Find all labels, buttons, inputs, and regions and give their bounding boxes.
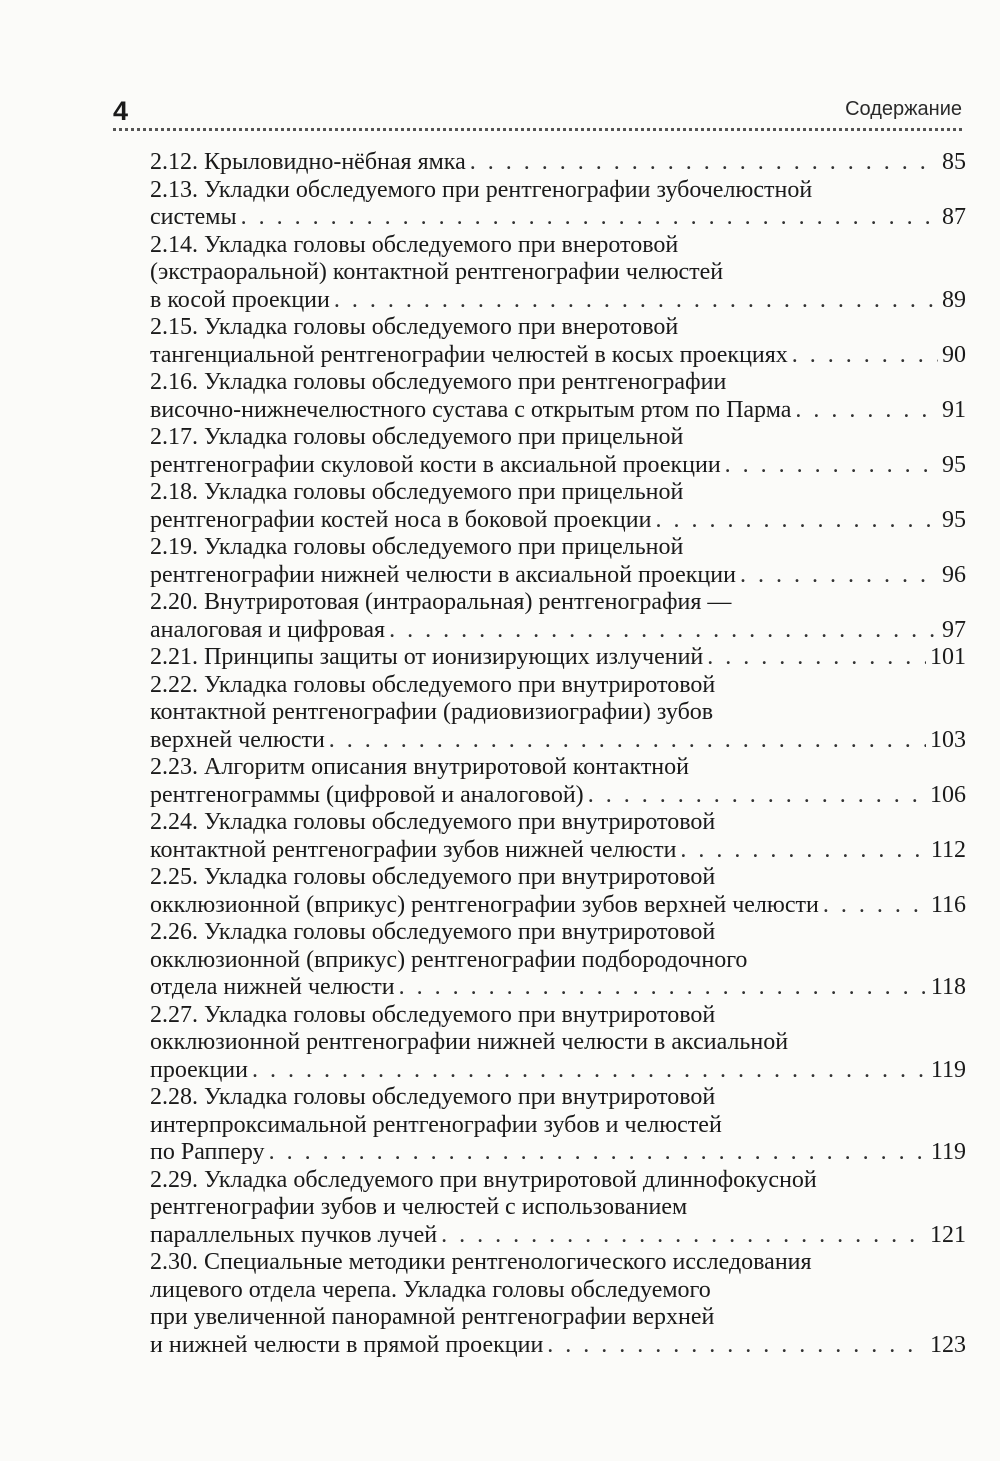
toc-entry-title-line: 2.20. Внутриротовая (интраоральная) рентгенография — (150, 589, 732, 615)
toc-entry-title-line: контактной рентгенографии зубов нижней челюсти (150, 836, 677, 863)
dot-leader (252, 1057, 927, 1085)
toc-entry-title-line: тангенциальной рентгенографии челюстей в косых проекциях (150, 341, 788, 368)
dot-leader (795, 397, 938, 425)
toc-entry-page: 121 (930, 1221, 966, 1248)
toc-entry-page: 116 (930, 891, 966, 918)
toc-entry-title-line: 2.15. Укладка головы обследуемого при внеротовой (150, 314, 679, 340)
toc-entry[interactable] (150, 754, 966, 809)
dot-leader (547, 1332, 926, 1360)
toc-entry-title-line: 2.25. Укладка головы обследуемого при внутриротовой (150, 864, 716, 890)
toc-entry-page: 91 (942, 396, 966, 423)
toc-entry-title-line: 2.19. Укладка головы обследуемого при прицельной (150, 534, 684, 560)
toc-entry-page: 101 (930, 644, 966, 670)
toc-entry-title-line: 2.16. Укладка головы обследуемого при рентгенографии (150, 369, 727, 395)
toc-entry[interactable] (150, 479, 966, 534)
toc-entry-title-line: 2.22. Укладка головы обследуемого при внутриротовой (150, 671, 716, 698)
toc-entry-page: 85 (942, 149, 966, 175)
toc-entry-page: 87 (942, 204, 966, 230)
toc-entry[interactable] (150, 149, 966, 177)
toc-entry-title-line: 2.23. Алгоритм описания внутриротовой контактной (150, 754, 689, 780)
toc-entry-title-line: 2.26. Укладка головы обследуемого при внутриротовой (150, 919, 716, 945)
dot-leader (740, 562, 938, 590)
toc-entry-title-line: проекции (150, 1056, 248, 1083)
toc-entry-title-line: 2.29. Укладка обследуемого при внутриротовой длиннофокусной (150, 1166, 817, 1193)
toc-entry-page: 119 (930, 1056, 966, 1083)
toc-entry[interactable] (150, 672, 966, 755)
toc-entry[interactable] (150, 534, 966, 589)
page-number: 4 (113, 96, 129, 126)
toc-entry-title-line: рентгенографии нижней челюсти в аксиальной проекции (150, 561, 736, 588)
running-head: Содержание (845, 98, 962, 120)
toc-entry-title-line: 2.13. Укладки обследуемого при рентгенографии зубочелюстной (150, 176, 813, 203)
dot-leader (823, 892, 927, 920)
dot-leader (441, 1222, 926, 1250)
toc-entry-page: 123 (930, 1331, 966, 1358)
dot-leader (792, 342, 938, 370)
toc-entry-page: 89 (942, 286, 966, 313)
toc-entry-title-line: 2.21. Принципы защиты от ионизирующих излучений (150, 644, 704, 670)
toc-entry-title-line: 2.18. Укладка головы обследуемого при прицельной (150, 479, 684, 505)
toc-entry[interactable] (150, 1084, 966, 1167)
toc-entry-page: 103 (930, 726, 966, 753)
toc-entry-page: 96 (942, 561, 966, 588)
dot-leader (334, 287, 938, 315)
toc-entry-title-line: в косой проекции (150, 286, 330, 313)
toc-entry-page: 112 (930, 836, 966, 863)
toc-entry-title-line: 2.14. Укладка головы обследуемого при внеротовой (150, 231, 679, 258)
toc-entry-page: 119 (930, 1139, 966, 1165)
dot-leader (399, 974, 927, 1002)
dot-leader (389, 617, 938, 645)
table-of-contents (150, 149, 966, 1359)
toc-entry-title-line: височно-нижнечелюстного сустава с открытым ртом по Парма (150, 396, 792, 423)
toc-entry-title-line: по Рапперу (150, 1139, 265, 1165)
toc-entry-title-line: окклюзионной рентгенографии нижней челюсти в аксиальной (150, 1029, 789, 1055)
toc-entry-title-line: 2.28. Укладка головы обследуемого при внутриротовой (150, 1084, 716, 1110)
dot-leader (707, 644, 926, 672)
toc-entry[interactable] (150, 369, 966, 424)
toc-entry-page: 118 (930, 974, 966, 1000)
toc-entry[interactable] (150, 232, 966, 315)
dot-leader (655, 507, 938, 535)
toc-entry[interactable] (150, 314, 966, 369)
toc-entry-title-line: окклюзионной (вприкус) рентгенографии подбородочного (150, 946, 748, 973)
dot-leader (470, 149, 938, 177)
toc-entry-title-line: верхней челюсти (150, 726, 325, 753)
toc-entry[interactable] (150, 589, 966, 644)
toc-entry-title-line: параллельных пучков лучей (150, 1221, 438, 1248)
toc-entry-title-line: 2.27. Укладка головы обследуемого при внутриротовой (150, 1001, 716, 1028)
dot-leader (241, 204, 938, 232)
toc-entry[interactable] (150, 1002, 966, 1085)
toc-entry-title-line: (экстраоральной) контактной рентгенографии челюстей (150, 259, 724, 285)
toc-entry[interactable] (150, 864, 966, 919)
dot-leader (269, 1139, 927, 1167)
toc-entry-title-line: системы (150, 204, 237, 230)
toc-entry-title-line: при увеличенной панорамной рентгенографии верхней (150, 1304, 715, 1330)
dot-leader (680, 837, 926, 865)
toc-entry[interactable] (150, 1167, 966, 1250)
toc-entry-page: 106 (930, 781, 966, 808)
toc-entry[interactable] (150, 919, 966, 1002)
toc-entry-title-line: интерпроксимальной рентгенографии зубов и челюстей (150, 1111, 722, 1138)
toc-entry-title-line: контактной рентгенографии (радиовизиографии) зубов (150, 699, 714, 725)
header-dotted-rule (113, 128, 962, 131)
toc-entry-title-line: рентгенографии костей носа в боковой проекции (150, 506, 652, 533)
toc-entry-title-line: рентгенограммы (цифровой и аналоговой) (150, 781, 584, 808)
toc-entry-page: 95 (942, 451, 966, 478)
toc-entry-page: 90 (942, 341, 966, 368)
toc-entry-title-line: отдела нижней челюсти (150, 974, 395, 1000)
toc-entry-title-line: окклюзионной (вприкус) рентгенографии зубов верхней челюсти (150, 891, 819, 918)
toc-entry-page: 95 (942, 506, 966, 533)
toc-entry-title-line: 2.24. Укладка головы обследуемого при внутриротовой (150, 809, 716, 835)
toc-entry-title-line: 2.12. Крыловидно-нёбная ямка (150, 149, 466, 175)
toc-entry[interactable] (150, 809, 966, 864)
toc-entry[interactable] (150, 177, 966, 232)
toc-entry-title-line: лицевого отдела черепа. Укладка головы обследуемого (150, 1276, 711, 1303)
toc-entry-title-line: рентгенографии скуловой кости в аксиальной проекции (150, 451, 721, 478)
toc-entry[interactable] (150, 424, 966, 479)
toc-entry[interactable] (150, 1249, 966, 1359)
dot-leader (725, 452, 938, 480)
toc-entry-page: 97 (942, 616, 966, 643)
page-header (113, 92, 962, 132)
toc-entry-title-line: 2.17. Укладка головы обследуемого при прицельной (150, 424, 684, 450)
toc-entry-title-line: аналоговая и цифровая (150, 616, 386, 643)
dot-leader (329, 727, 926, 755)
toc-entry-title-line: и нижней челюсти в прямой проекции (150, 1331, 544, 1358)
toc-entry[interactable] (150, 644, 966, 672)
toc-entry-title-line: рентгенографии зубов и челюстей с использованием (150, 1194, 688, 1220)
toc-entry-title-line: 2.30. Специальные методики рентгенологического исследования (150, 1249, 812, 1275)
dot-leader (588, 782, 926, 810)
